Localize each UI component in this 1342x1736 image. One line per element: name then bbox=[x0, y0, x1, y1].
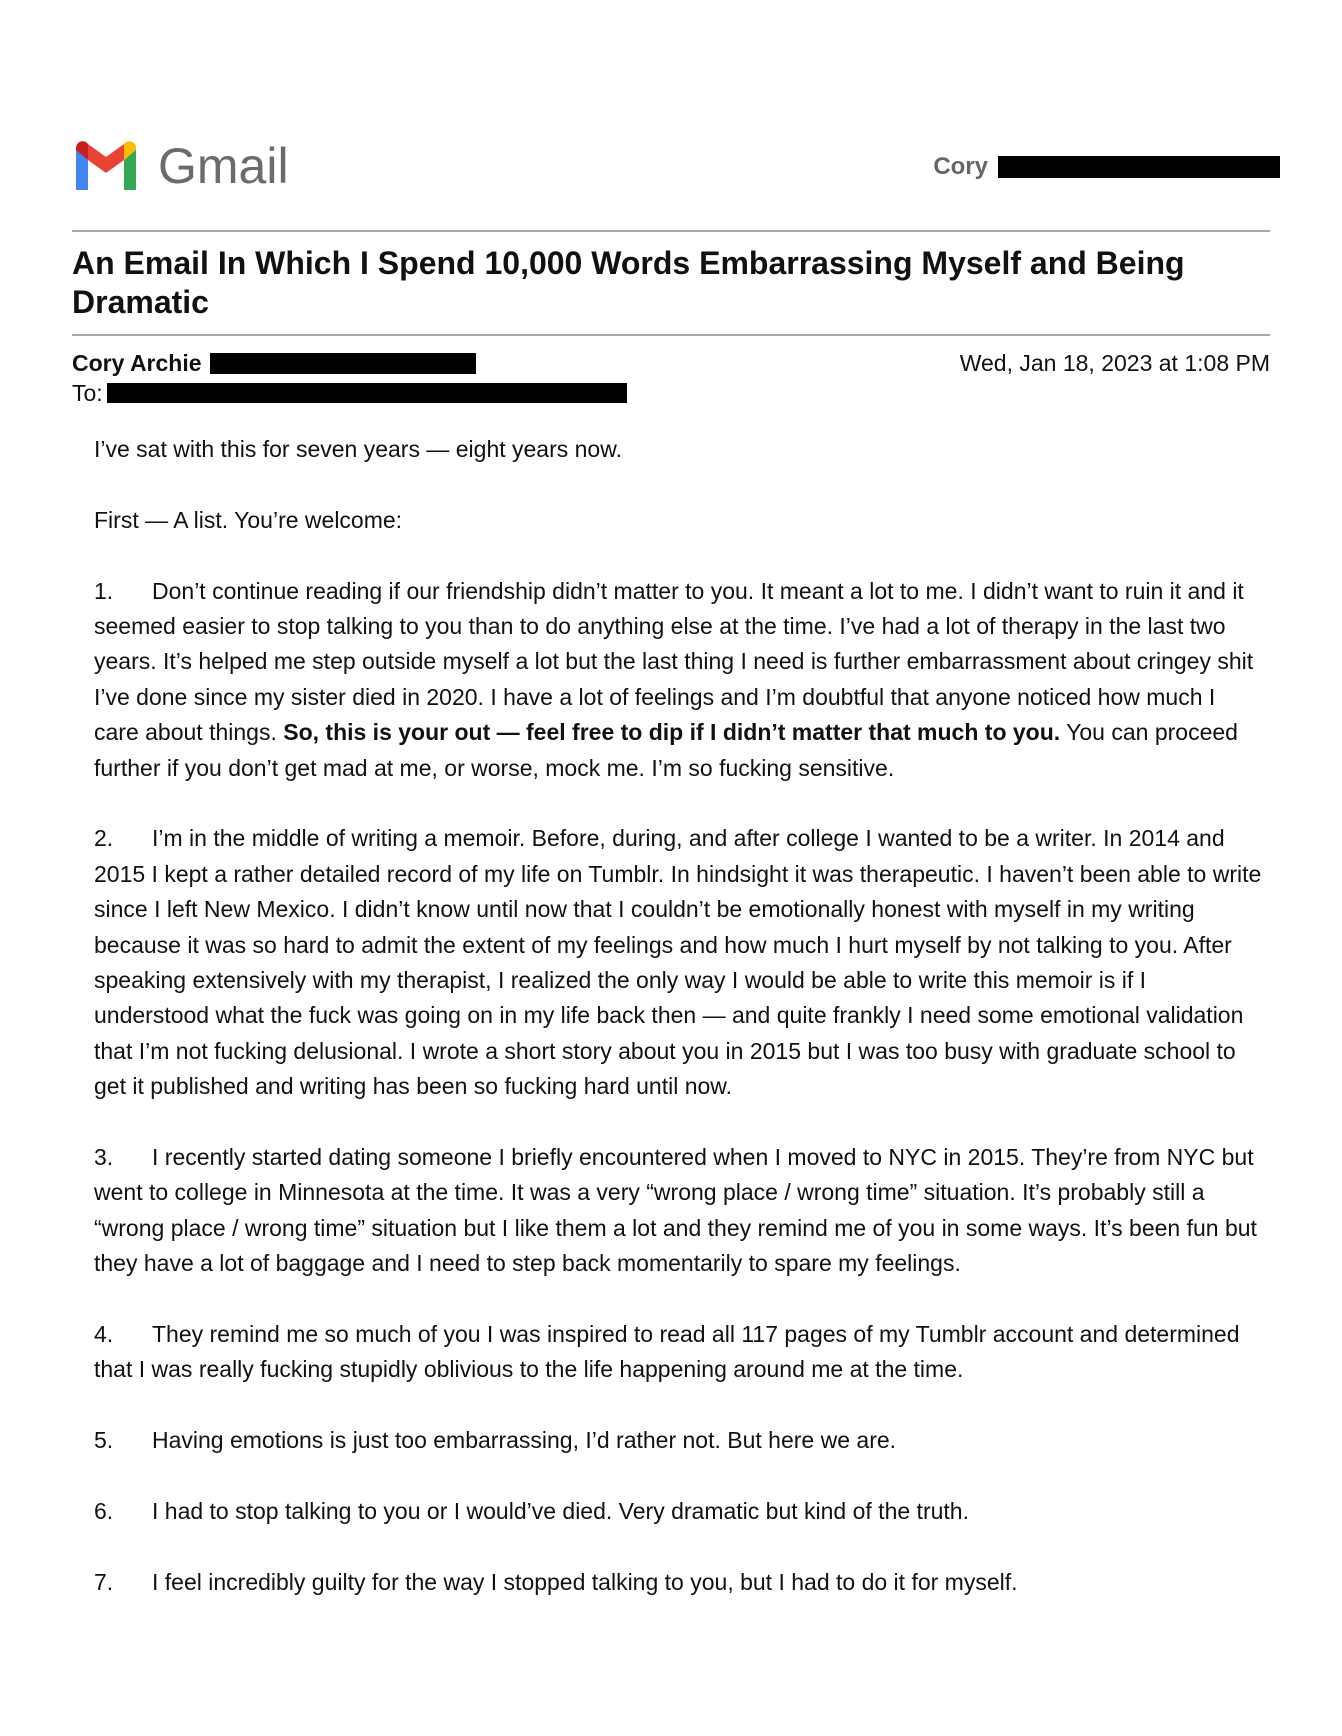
email-date: Wed, Jan 18, 2023 at 1:08 PM bbox=[959, 349, 1270, 376]
list-item-number: 4. bbox=[94, 1321, 114, 1348]
list-item-text: I had to stop talking to you or I would’ve died. Very dramatic but kind of the truth. bbox=[152, 1498, 969, 1525]
from-row bbox=[72, 348, 1270, 378]
gmail-m-icon bbox=[72, 140, 140, 192]
body-intro: I’ve sat with this for seven years — eight years now. bbox=[94, 436, 622, 462]
list-item bbox=[94, 1423, 1266, 1458]
to-label: To: bbox=[72, 379, 103, 406]
to-row bbox=[72, 378, 1270, 408]
subject-divider bbox=[72, 334, 1270, 336]
list-item-number: 3. bbox=[94, 1144, 114, 1171]
list-item bbox=[94, 1565, 1266, 1600]
list-item-number: 7. bbox=[94, 1568, 114, 1595]
account-name: Cory bbox=[933, 153, 988, 180]
list-item-text: Don’t continue reading if our friendship didn’t matter to you. It meant a lot to me. I didn’t want to ruin it and it seemed easier to stop talking to you than to do anything else at the time. I’ve had a lot of therapy in the last two years. It’s helped me step outside myself a lot but the last thing I need is further embarrassment about cringey shit I’ve done since my sister died in 2020. I have a lot of feelings and I’m doubtful that anyone noticed how much I care about things. bbox=[94, 577, 1254, 746]
list-item-text: They remind me so much of you I was inspired to read all 117 pages of my Tumblr account and determined that I was really fucking stupidly oblivious to the life happening around me at the time. bbox=[94, 1321, 1240, 1383]
list-item bbox=[94, 574, 1266, 786]
sender-name: Cory Archie bbox=[72, 349, 202, 376]
list-item-number: 2. bbox=[94, 825, 114, 852]
list-item bbox=[94, 1494, 1266, 1529]
email-body bbox=[94, 432, 1266, 1636]
sender-block bbox=[72, 350, 476, 377]
email-subject: An Email In Which I Spend 10,000 Words Embarrassing Myself and Being Dramatic bbox=[72, 245, 1185, 320]
list-item-text: I feel incredibly guilty for the way I stopped talking to you, but I had to do it for myself. bbox=[152, 1568, 1018, 1595]
list-item-text: I’m in the middle of writing a memoir. Before, during, and after college I wanted to be a writer. In 2014 and 2015 I kept a rather detailed record of my life on Tumblr. In hindsight it was therapeutic. I haven’t been able to write since I left New Mexico. I didn’t know until now that I couldn’t be emotionally honest with myself in my writing because it was so hard to admit the extent of my feelings and how much I hurt myself by not talking to you. After speaking extensively with my therapist, I realized the only way I would be able to write this memoir is if I understood what the fuck was going on in my life back then — and quite frankly I need some emotional validation that I’m not fucking delusional. I wrote a short story about you in 2015 but I was too busy with graduate school to get it published and writing has been so fucking hard until now. bbox=[94, 825, 1262, 1100]
list-item-number: 5. bbox=[94, 1427, 114, 1454]
sender-email-redaction bbox=[210, 353, 476, 374]
list-item-text-end: You can proceed further if you don’t get mad at me, or worse, mock me. I’m so fucking sensitive. bbox=[94, 719, 1238, 781]
list-item bbox=[94, 821, 1266, 1104]
body-list-intro: First — A list. You’re welcome: bbox=[94, 506, 403, 533]
list-item-number: 6. bbox=[94, 1498, 114, 1525]
list-item bbox=[94, 1140, 1266, 1282]
account-info bbox=[933, 153, 1280, 181]
list-item-text: Having emotions is just too embarrassing, I’d rather not. But here we are. bbox=[152, 1427, 897, 1454]
gmail-wordmark: Gmail bbox=[158, 138, 289, 194]
account-email-redaction bbox=[998, 156, 1280, 178]
list-item-number: 1. bbox=[94, 577, 114, 604]
list-item bbox=[94, 1317, 1266, 1388]
recipient-redaction bbox=[107, 383, 627, 403]
gmail-logo bbox=[72, 140, 289, 192]
email-meta bbox=[72, 348, 1270, 408]
list-item-text: I recently started dating someone I briefly encountered when I moved to NYC in 2015. They’re from NYC but went to college in Minnesota at the time. It was a very “wrong place / wrong time” situation. It’s probably still a “wrong place / wrong time” situation but I like them a lot and they remind me of you in some ways. It’s been fun but they have a lot of baggage and I need to step back momentarily to spare my feelings. bbox=[94, 1144, 1257, 1277]
list-item-bold-text: So, this is your out — feel free to dip if I didn’t matter that much to you. bbox=[283, 719, 1061, 746]
header-divider bbox=[72, 230, 1270, 232]
